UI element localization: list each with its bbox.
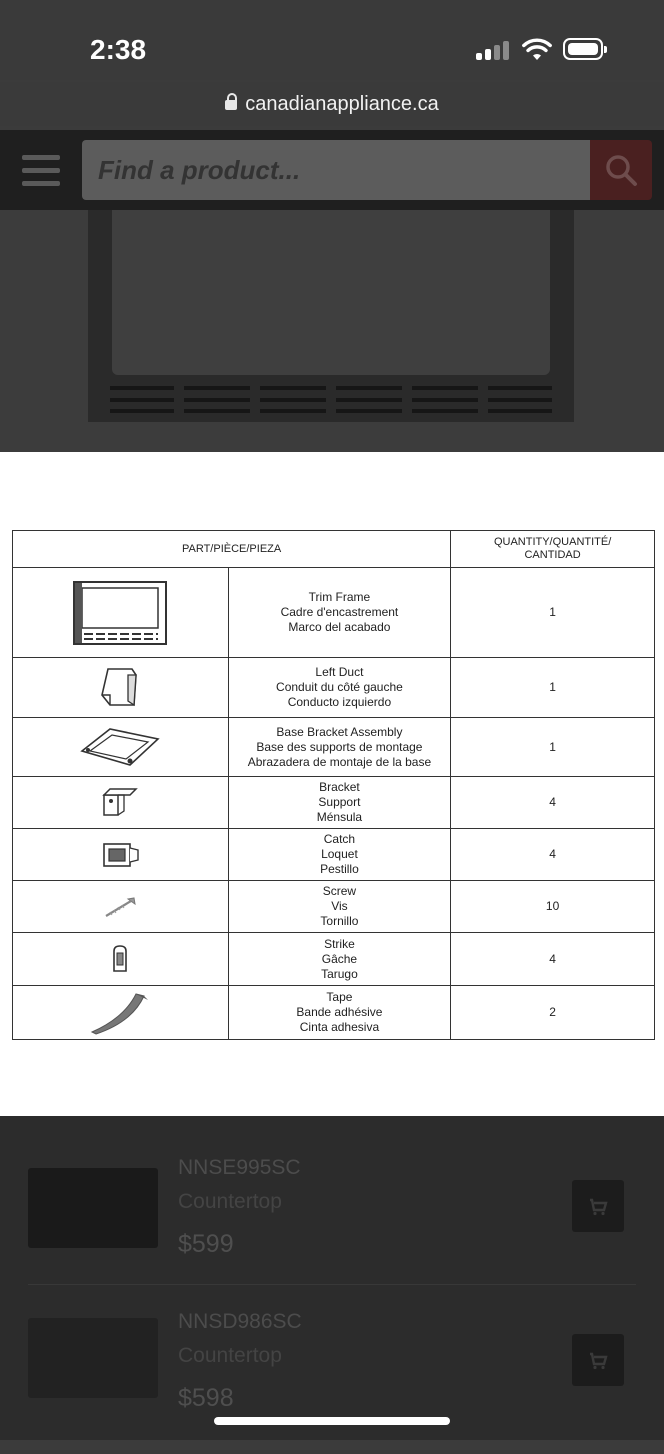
part-name-es: Abrazadera de montaje de la base: [247, 754, 432, 769]
part-image-cell: [13, 658, 229, 718]
part-name-fr: Cadre d'encastrement: [280, 605, 399, 619]
part-description: [228, 829, 451, 881]
part-description: [228, 718, 451, 777]
part-description: [228, 933, 451, 986]
table-row: [13, 881, 655, 933]
wifi-icon: [522, 36, 552, 62]
cart-icon: [572, 1334, 624, 1386]
part-name-es: Pestillo: [320, 862, 359, 876]
table-row: [13, 658, 655, 718]
part-quantity: 10: [451, 881, 655, 933]
part-image-cell: [13, 881, 229, 933]
address-bar[interactable]: [0, 82, 664, 126]
left-duct-icon: [98, 665, 142, 711]
part-name-fr: Conduit du côté gauche: [276, 680, 403, 694]
status-time: 2:38: [90, 34, 147, 65]
home-indicator[interactable]: [214, 1417, 450, 1425]
product-model[interactable]: NNSE995SC: [178, 1156, 301, 1179]
table-row: [13, 986, 655, 1040]
table-row: [13, 829, 655, 881]
part-name-en: Left Duct: [315, 665, 364, 679]
part-quantity: 4: [451, 933, 655, 986]
tape-icon: [88, 990, 152, 1036]
part-name-en: Strike: [324, 936, 355, 951]
product-type: Countertop: [178, 1190, 282, 1213]
base-bracket-icon: [80, 725, 160, 769]
list-item[interactable]: [0, 1304, 664, 1454]
table-header-row: [13, 531, 655, 568]
part-name-fr: Vis: [331, 899, 348, 913]
part-description: [228, 986, 451, 1040]
search-icon: [604, 153, 638, 187]
battery-icon: [563, 38, 603, 60]
list-divider: [28, 1284, 636, 1285]
parts-table: [12, 530, 655, 1040]
part-name-es: Conducto izquierdo: [287, 695, 392, 709]
part-name-es: Tarugo: [321, 966, 358, 981]
table-row: [13, 777, 655, 829]
bracket-icon: [100, 787, 140, 819]
trim-frame-image: [88, 210, 574, 422]
part-name-fr: Support: [318, 795, 361, 809]
header-qty-line2: CANTIDAD: [524, 549, 581, 561]
part-quantity: 1: [451, 658, 655, 718]
part-name-en: Trim Frame: [308, 590, 371, 604]
search-box[interactable]: [82, 140, 592, 200]
part-description: [228, 568, 451, 658]
table-row: [13, 933, 655, 986]
product-model[interactable]: NNSD986SC: [178, 1310, 302, 1333]
part-image-cell: [13, 568, 229, 658]
product-price: $598: [178, 1384, 234, 1412]
search-input[interactable]: [82, 140, 592, 200]
part-name-fr: Gâche: [321, 951, 358, 966]
hamburger-menu-icon[interactable]: [22, 155, 60, 187]
screw-icon: [102, 895, 138, 919]
table-row: [13, 718, 655, 777]
part-name-en: Bracket: [319, 780, 360, 794]
part-name-es: Cinta adhesiva: [299, 1020, 380, 1034]
status-bar: [0, 0, 664, 80]
table-row: [13, 568, 655, 658]
part-image-cell: [13, 777, 229, 829]
part-image-cell: [13, 986, 229, 1040]
part-name-fr: Loquet: [321, 847, 358, 861]
part-image-cell: [13, 718, 229, 777]
part-name-fr: Bande adhésive: [296, 1005, 383, 1019]
part-quantity: 1: [451, 568, 655, 658]
cart-icon: [572, 1180, 624, 1232]
part-name-en: Screw: [322, 884, 357, 898]
search-button[interactable]: [590, 140, 652, 200]
product-price: $599: [178, 1230, 234, 1258]
product-type: Countertop: [178, 1344, 282, 1367]
part-image-cell: [13, 829, 229, 881]
part-name-en: Catch: [323, 832, 356, 846]
part-description: [228, 881, 451, 933]
header-qty-line1: QUANTITY/QUANTITÉ/: [493, 536, 612, 548]
product-thumbnail[interactable]: [28, 1318, 158, 1398]
part-description: [228, 658, 451, 718]
part-image-cell: [13, 933, 229, 986]
header-part: PART/PIÈCE/PIEZA: [13, 531, 451, 568]
part-name-en: Tape: [326, 990, 353, 1004]
add-to-cart-button[interactable]: [572, 1334, 624, 1386]
part-description: [228, 777, 451, 829]
add-to-cart-button[interactable]: [572, 1180, 624, 1232]
part-quantity: 4: [451, 777, 655, 829]
product-thumbnail[interactable]: [28, 1168, 158, 1248]
part-quantity: 2: [451, 986, 655, 1040]
part-quantity: 4: [451, 829, 655, 881]
strike-icon: [110, 943, 130, 975]
part-name-en: Base Bracket Assembly: [276, 724, 403, 739]
url-text: canadianappliance.ca: [245, 93, 439, 115]
cellular-signal-icon: [476, 40, 510, 60]
trim-frame-icon: [72, 580, 168, 646]
header-quantity: [451, 531, 655, 568]
lock-icon: [225, 100, 237, 110]
part-name-es: Marco del acabado: [288, 620, 391, 634]
part-name-es: Tornillo: [320, 914, 359, 928]
part-name-fr: Base des supports de montage: [256, 739, 423, 754]
list-item[interactable]: [0, 1150, 664, 1300]
part-name-es: Ménsula: [316, 810, 363, 824]
part-quantity: 1: [451, 718, 655, 777]
catch-icon: [100, 840, 140, 870]
